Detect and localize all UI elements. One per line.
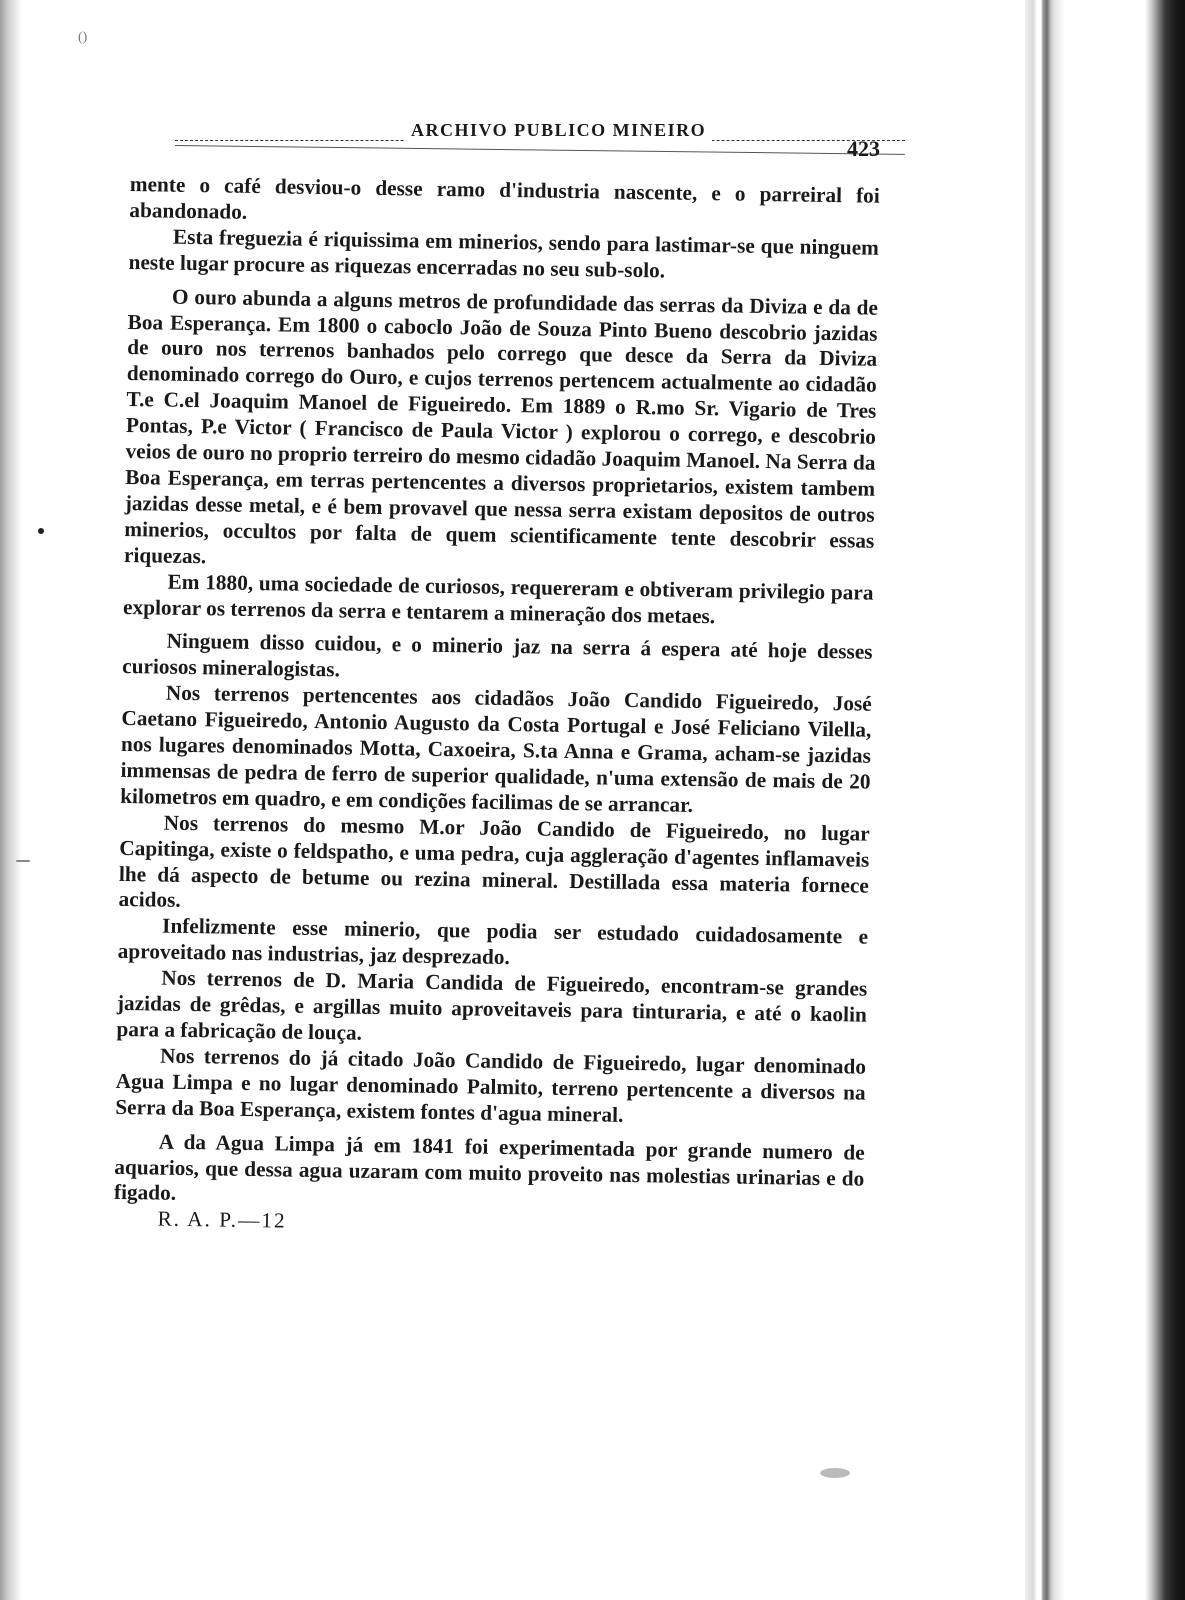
body-text [113, 172, 880, 1244]
paragraph-9: Nos terrenos de D. Maria Candida de Figueiredo, encontram-se grandes jazidas de grêdas, e argillas muito aproveitaveis para tinturaria, e até o kaolin para a fabricação de louça. [116, 965, 868, 1045]
paragraph-10: Nos terrenos do já citado João Candido de Figueiredo, lugar denominado Agua Limpa e no lugar denominado Palmito, terreno pertencente a diversos na Serra da Boa Esperança, existem fontes d'agua mineral. [115, 1043, 867, 1127]
paragraph-2: Esta freguezia é riquissima em minerios, sendo para lastimar-se que ninguem neste lugar procure as riquezas encerradas no seu sub-solo. [128, 224, 880, 283]
header-rule-lower [175, 145, 905, 155]
paragraph-6: Nos terrenos pertencentes aos cidadãos João Candido Figueiredo, José Caetano Figueiredo, Antonio Augusto da Costa Portugal e José Feliciano Vilella, nos lugares denominados Motta, Caxoeira, S.ta Anna e Grama, acham-se jazidas immensas de pedra de ferro de superior qualidade, n'uma extensão de mais de 20 kilometros em quadro, e em condições facilimas de se arrancar. [120, 680, 872, 817]
footer-signature: R. A. P.—12 [157, 1206, 287, 1233]
page-number: 423 [847, 136, 880, 161]
paragraph-8: Infelizmente esse minerio, que podia ser estudado cuidadosamente e aproveitado nas industrias, jaz desprezado. [117, 913, 869, 970]
paragraph-3: O ouro abunda a alguns metros de profundidade das serras da Diviza e da de Boa Esperança. Em 1800 o caboclo João de Souza Pinto Bueno descobrio jazidas de ouro nos terrenos banhados pelo corrego que desce da Serra da Diviza denominado corrego do Ouro, e cujos terrenos pertencem actualmente ao cidadão T.e C.el Joaquim Manoel de Figueiredo. Em 1889 o R.mo Sr. Vigario de Tres Pontas, P.e Victor ( Francisco de Paula Victor ) explorou o corrego, e descobrio veios de ouro no proprio terreiro do mesmo cidadão Joaquim Manoel. Na Serra da Boa Esperança, em terras pertencentes a diversos proprietarios, existem tambem jazidas desse metal, e é bem provavel que nessa serra existam depositos de outros minerios, occultos por falta de quem scientificamente tente descobrir essas riquezas. [123, 284, 879, 568]
paragraph-4: Em 1880, uma sociedade de curiosos, requereram e obtiveram privilegio para explorar os terrenos da serra e tentarem a mineração dos metaes. [122, 569, 874, 628]
paragraph-1: mente o café desviou-o desse ramo d'industria nascente, e o parreiral foi abandonado. [129, 172, 880, 224]
corner-mark: () [78, 30, 88, 45]
paragraph-11: A da Agua Limpa já em 1841 foi experimentada por grande numero de aquarios, que dessa agua uzaram com muito proveito nas molestias urinarias e do figado. [113, 1129, 865, 1206]
print-speck [38, 528, 44, 534]
paragraph-7: Nos terrenos do mesmo M.or João Candido de Figueiredo, no lugar Capitinga, existe o feldspatho, e uma pedra, cuja aggleração d'agentes inflamaveis lhe dá aspecto de betume ou rezina mineral. Destillada essa materia fornece acidos. [118, 810, 870, 913]
running-title: ARCHIVO PUBLICO MINEIRO [405, 120, 712, 141]
print-speck [16, 860, 30, 862]
paragraph-5: Ninguem disso cuidou, e o minerio jaz na serra á espera até hoje desses curiosos mineralogistas. [122, 629, 873, 682]
print-speck [820, 1468, 850, 1478]
page-header [175, 118, 905, 178]
